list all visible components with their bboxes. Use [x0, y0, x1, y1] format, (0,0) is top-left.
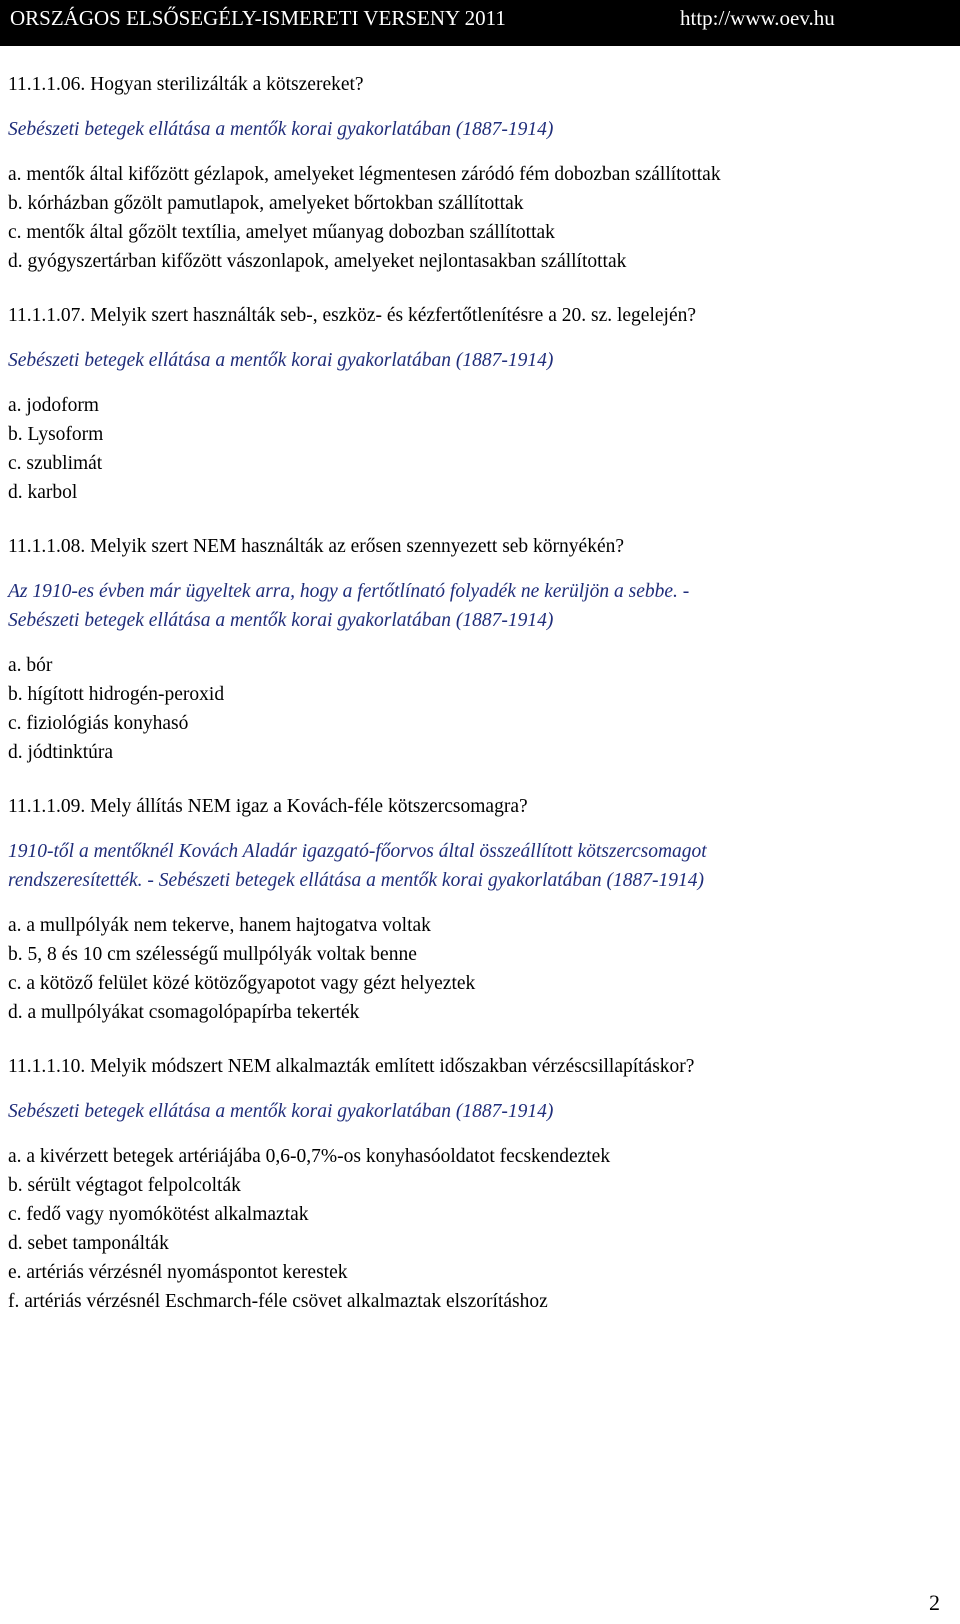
question-source: Sebészeti betegek ellátása a mentők korai gyakorlatában (1887-1914)	[158, 870, 705, 891]
question-07	[8, 301, 948, 507]
answer-option: c. fedő vagy nyomókötést alkalmaztak	[8, 1204, 309, 1225]
question-source: Sebészeti betegek ellátása a mentők korai gyakorlatában (1887-1914)	[8, 350, 554, 371]
answer-option: d. a mullpólyákat csomagolópapírba tekerték	[8, 1002, 360, 1023]
answer-option: f. artériás vérzésnél Eschmarch-féle csövet alkalmaztak elszorításhoz	[8, 1291, 548, 1312]
answer-option: d. jódtinktúra	[8, 742, 114, 763]
question-source: Sebészeti betegek ellátása a mentők korai gyakorlatában (1887-1914)	[8, 610, 554, 631]
answer-option: a. a mullpólyák nem tekerve, hanem hajtogatva voltak	[8, 915, 431, 936]
question-note: 1910-től a mentőknél Kovách Aladár igazgató-főorvos által összeállított kötszercsomagot	[8, 841, 707, 862]
document-body	[8, 70, 948, 1316]
header-title: ORSZÁGOS ELSŐSEGÉLY-ISMERETI VERSENY 2011	[10, 6, 506, 30]
question-08	[8, 532, 948, 767]
answer-option: d. sebet tamponálták	[8, 1233, 169, 1254]
page-number: 2	[929, 1590, 940, 1615]
answer-option: d. gyógyszertárban kifőzött vászonlapok, amelyeket nejlontasakban szállítottak	[8, 251, 627, 272]
answer-option: d. karbol	[8, 482, 78, 503]
question-title: 11.1.1.09. Mely állítás NEM igaz a Kovách-féle kötszercsomagra?	[8, 796, 528, 817]
question-09	[8, 792, 948, 1027]
answer-option: b. 5, 8 és 10 cm szélességű mullpólyák voltak benne	[8, 944, 417, 965]
question-06	[8, 70, 948, 276]
question-source: Sebészeti betegek ellátása a mentők korai gyakorlatában (1887-1914)	[8, 1101, 554, 1122]
answer-option: c. mentők által gőzölt textília, amelyet műanyag dobozban szállítottak	[8, 222, 555, 243]
answer-option: c. a kötöző felület közé kötözőgyapotot vagy gézt helyeztek	[8, 973, 476, 994]
question-10	[8, 1052, 948, 1316]
header-url: http://www.oev.hu	[680, 6, 835, 30]
answer-option: c. fiziológiás konyhasó	[8, 713, 189, 734]
answer-option: a. a kivérzett betegek artériájába 0,6-0,7%-os konyhasóoldatot fecskendeztek	[8, 1146, 611, 1167]
question-title: 11.1.1.06. Hogyan sterilizálták a kötszereket?	[8, 74, 364, 95]
question-source: Sebészeti betegek ellátása a mentők korai gyakorlatában (1887-1914)	[8, 119, 554, 140]
answer-option: b. sérült végtagot felpolcolták	[8, 1175, 241, 1196]
question-note-text: rendszeresítették. -	[8, 870, 159, 891]
question-note: Az 1910-es évben már ügyeltek arra, hogy a fertőtlínató folyadék ne kerüljön a sebbe. -	[8, 581, 690, 602]
question-note-line2	[8, 866, 948, 895]
question-title: 11.1.1.08. Melyik szert NEM használták az erősen szennyezett seb környékén?	[8, 536, 625, 557]
answer-option: b. hígított hidrogén-peroxid	[8, 684, 225, 705]
answer-option: b. kórházban gőzölt pamutlapok, amelyeket bőrtokban szállítottak	[8, 193, 524, 214]
answer-option: a. bór	[8, 655, 53, 676]
answer-option: e. artériás vérzésnél nyomáspontot kerestek	[8, 1262, 348, 1283]
answer-option: c. szublimát	[8, 453, 103, 474]
answer-option: a. jodoform	[8, 395, 99, 416]
question-title: 11.1.1.07. Melyik szert használták seb-, eszköz- és kézfertőtlenítésre a 20. sz. legelején?	[8, 305, 697, 326]
question-title: 11.1.1.10. Melyik módszert NEM alkalmazták említett időszakban vérzéscsillapításkor?	[8, 1056, 695, 1077]
answer-option: a. mentők által kifőzött gézlapok, amelyeket légmentesen záródó fém dobozban szállítottak	[8, 164, 721, 185]
answer-option: b. Lysoform	[8, 424, 104, 445]
page-header	[0, 0, 960, 46]
